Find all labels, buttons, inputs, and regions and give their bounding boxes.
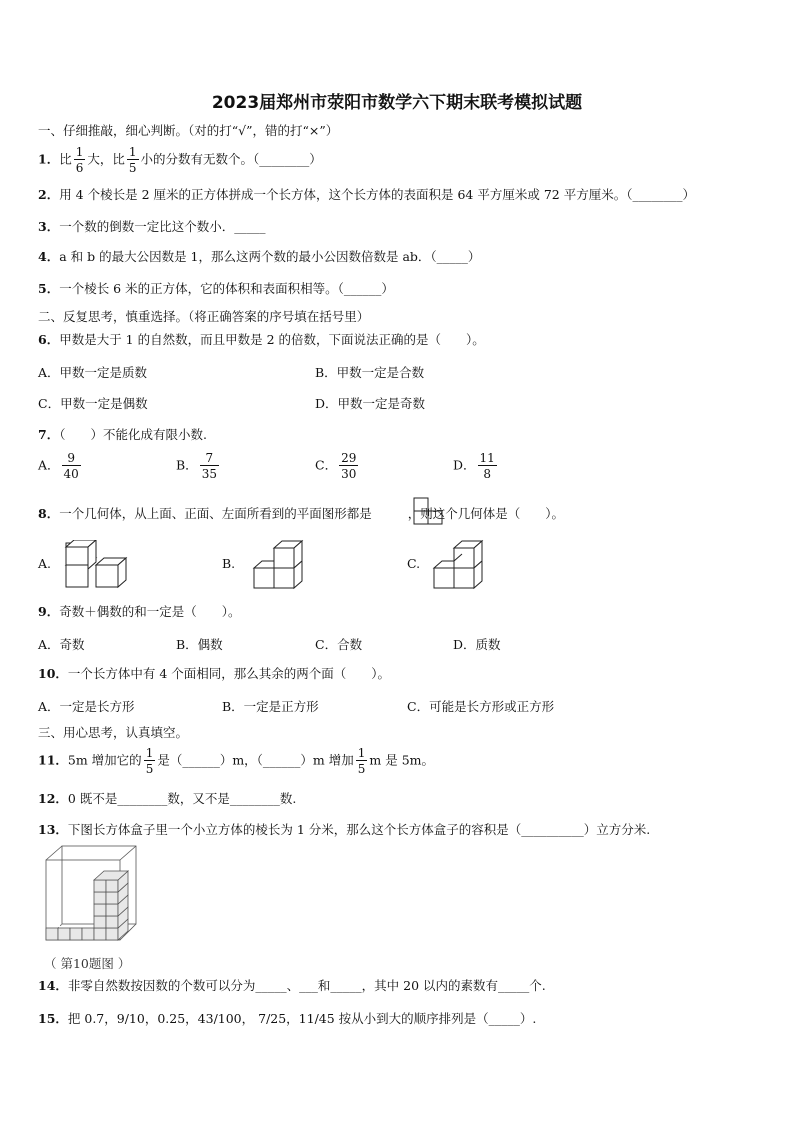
q8-text-b: ，则这个几何体是（ ）。 — [407, 506, 564, 521]
q7-option-b[interactable]: B． $\frac{7}{35}$ — [176, 451, 217, 481]
fraction-1-5: $\frac{1}{5}$ — [357, 746, 366, 776]
cube-figure-a — [64, 540, 130, 590]
cube-figure-b — [252, 538, 314, 592]
q7-option-a[interactable]: A． $\frac{9}{40}$ — [38, 451, 79, 481]
question-6 — [38, 331, 485, 349]
box-with-cubes-figure — [42, 842, 142, 948]
question-number: 4． — [38, 249, 60, 264]
q9-option-a[interactable]: A．奇数 — [38, 637, 85, 652]
question-14 — [38, 977, 546, 995]
question-number: 12． — [38, 791, 68, 806]
q6-text: 甲数是大于 1 的自然数，而且甲数是 2 的倍数，下面说法正确的是（ ）。 — [59, 332, 485, 347]
q10-option-a[interactable]: A．一定是长方形 — [38, 699, 135, 714]
question-4 — [38, 248, 480, 266]
question-number: 7． — [38, 427, 60, 442]
q3-text: 一个数的倒数一定比这个数小．_____ — [59, 219, 266, 234]
q7-option-d[interactable]: D． $\frac{11}{8}$ — [453, 451, 495, 481]
question-number: 1． — [38, 151, 60, 167]
question-number: 9． — [38, 604, 60, 619]
question-1 — [38, 146, 322, 174]
question-number: 3． — [38, 219, 60, 234]
fraction-1-5: $\frac{1}{5}$ — [128, 145, 137, 175]
q6-option-b[interactable]: B．甲数一定是合数 — [315, 365, 425, 380]
q2-text: 用 4 个棱长是 2 厘米的正方体拼成一个长方体，这个长方体的表面积是 64 平方厘米或 72 平方厘米。（________） — [59, 187, 695, 202]
q4-text: a 和 b 的最大公因数是 1，那么这两个数的最小公因数倍数是 ab．（_____） — [59, 249, 481, 264]
question-number: 6． — [38, 332, 60, 347]
q12-text: 0 既不是________数，又不是________数. — [67, 791, 297, 806]
fraction-1-6: $\frac{1}{6}$ — [75, 145, 84, 175]
question-number: 14． — [38, 978, 68, 993]
q1-text-a: 比 — [59, 151, 72, 167]
q7-text: （ ）不能化成有限小数. — [59, 427, 207, 442]
l-shape-view-figure — [413, 497, 447, 527]
q8-option-c[interactable]: C. — [407, 556, 421, 571]
question-13 — [38, 821, 650, 839]
q7-option-c[interactable]: C． $\frac{29}{30}$ — [315, 451, 357, 481]
q10-option-b[interactable]: B．一定是正方形 — [222, 699, 319, 714]
question-15 — [38, 1010, 536, 1028]
q13-text: 下图长方体盒子里一个小立方体的棱长为 1 分米，那么这个长方体盒子的容积是（__________）立方分米. — [67, 822, 651, 837]
q11-text-c: m 是 5m。 — [369, 752, 435, 768]
question-number: 2． — [38, 187, 60, 202]
question-number: 15． — [38, 1011, 68, 1026]
question-8 — [38, 505, 564, 523]
question-number: 8． — [38, 506, 60, 521]
q10-option-c[interactable]: C．可能是长方形或正方形 — [407, 699, 555, 714]
question-number: 13． — [38, 822, 68, 837]
question-7 — [38, 426, 207, 444]
question-number: 5． — [38, 281, 60, 296]
q10-text: 一个长方体中有 4 个面相同，那么其余的两个面（ ）。 — [67, 666, 391, 681]
q9-option-c[interactable]: C．合数 — [315, 637, 363, 652]
q9-option-b[interactable]: B．偶数 — [176, 637, 223, 652]
section-1-heading: 一、仔细推敲，细心判断。（对的打“√”，错的打“×”） — [38, 123, 339, 138]
fraction-1-5: $\frac{1}{5}$ — [145, 746, 154, 776]
section-3-heading: 三、用心思考，认真填空。 — [38, 725, 189, 740]
q9-text: 奇数＋偶数的和一定是（ ）。 — [59, 604, 241, 619]
q14-text: 非零自然数按因数的个数可以分为_____、___和_____，其中 20 以内的素数有_____个. — [67, 978, 546, 993]
figure-caption: （ 第10题图 ） — [44, 956, 131, 971]
q6-option-d[interactable]: D．甲数一定是奇数 — [315, 396, 426, 411]
question-5 — [38, 280, 394, 298]
q1-text-c: 小的分数有无数个。（________） — [140, 151, 322, 167]
section-2-heading: 二、反复思考，慎重选择。（将正确答案的序号填在括号里） — [38, 309, 370, 324]
question-9 — [38, 603, 240, 621]
question-2 — [38, 186, 695, 204]
q6-option-c[interactable]: C．甲数一定是偶数 — [38, 396, 148, 411]
question-12 — [38, 790, 296, 808]
q8-option-b[interactable]: B. — [222, 556, 236, 571]
question-3 — [38, 218, 265, 236]
page-title: 2023届郑州市荥阳市数学六下期末联考模拟试题 — [211, 93, 583, 113]
q6-option-a[interactable]: A．甲数一定是质数 — [38, 365, 148, 380]
q1-text-b: 大，比 — [87, 151, 125, 167]
q5-text: 一个棱长 6 米的正方体，它的体积和表面积相等。（______） — [59, 281, 394, 296]
q8-text-a: 一个几何体，从上面、正面、左面所看到的平面图形都是 — [59, 506, 372, 521]
q8-option-a[interactable]: A. — [38, 556, 52, 571]
question-number: 10． — [38, 666, 68, 681]
question-10 — [38, 665, 390, 683]
q11-text-a: 5m 增加它的 — [67, 752, 142, 768]
question-11 — [38, 747, 434, 775]
q15-text: 把 0.7，9/10，0.25，43/100， 7/25，11/45 按从小到大的顺序排列是（_____）. — [67, 1011, 537, 1026]
q11-text-b: 是（______）m，（______）m 增加 — [157, 752, 354, 768]
cube-figure-c — [432, 538, 484, 592]
q9-option-d[interactable]: D．质数 — [453, 637, 501, 652]
question-number: 11． — [38, 752, 68, 768]
